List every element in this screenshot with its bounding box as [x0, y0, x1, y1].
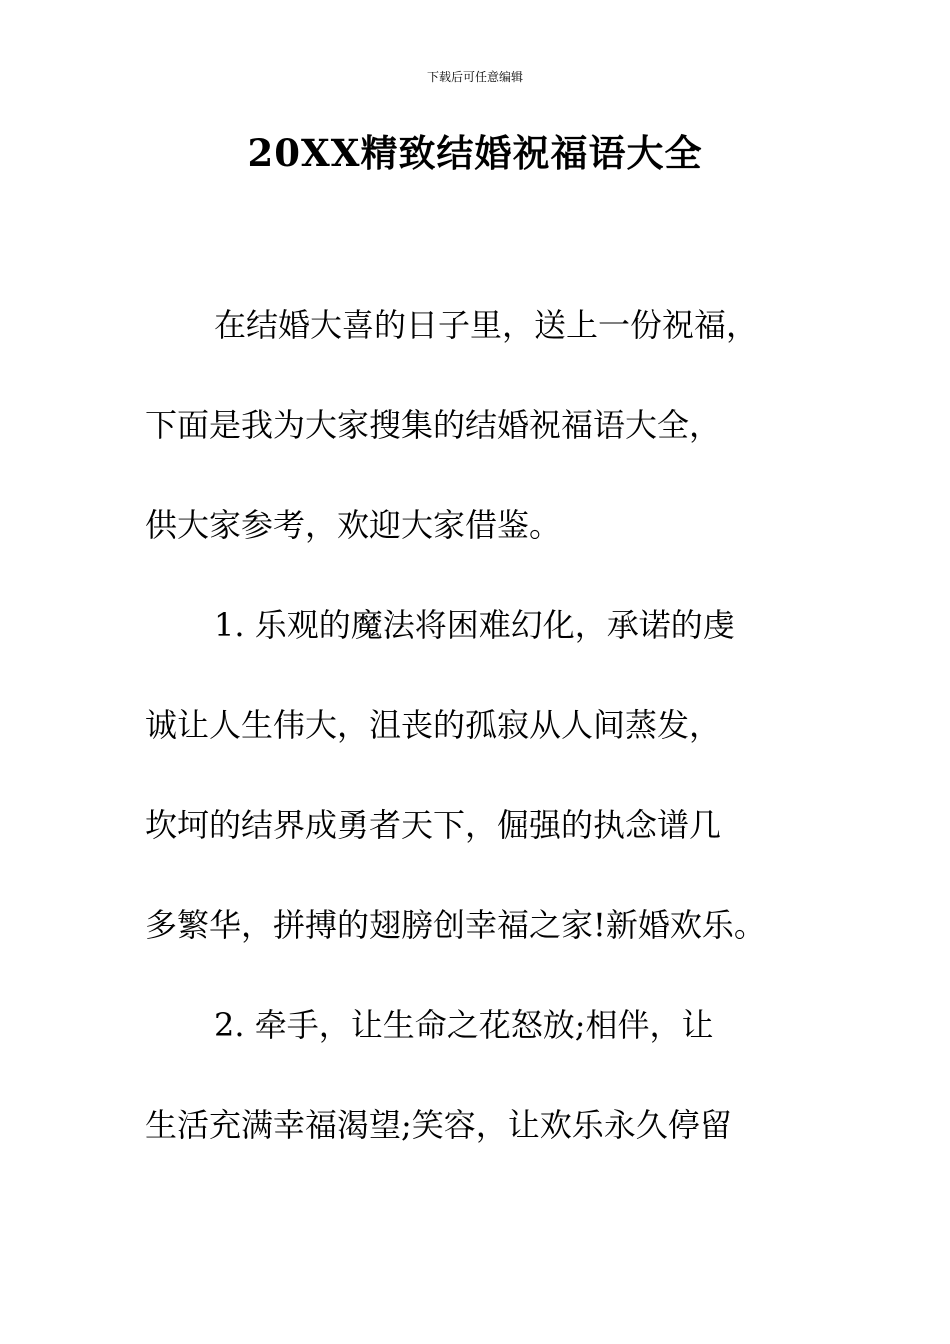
paragraph-line: 坎坷的结界成勇者天下，倔强的执念谱几 — [145, 806, 722, 844]
document-title: 20XX精致结婚祝福语大全 — [247, 131, 703, 175]
paragraph-line: 下面是我为大家搜集的结婚祝福语大全， — [145, 406, 722, 444]
paragraph-line: 1. 乐观的魔法将困难幻化，承诺的虔 — [214, 606, 735, 644]
paragraph-line: 供大家参考，欢迎大家借鉴。 — [145, 506, 562, 544]
paragraph-line: 2. 牵手，让生命之花怒放;相伴，让 — [214, 1006, 714, 1044]
paragraph-line: 生活充满幸福渴望;笑容，让欢乐永久停留 — [145, 1106, 732, 1144]
header-note: 下载后可任意编辑 — [426, 70, 523, 84]
paragraph-line: 多繁华，拼搏的翅膀创幸福之家!新婚欢乐。 — [145, 906, 766, 944]
paragraph-line: 在结婚大喜的日子里，送上一份祝福， — [214, 306, 759, 344]
paragraph-line: 诚让人生伟大，沮丧的孤寂从人间蒸发， — [145, 706, 722, 744]
